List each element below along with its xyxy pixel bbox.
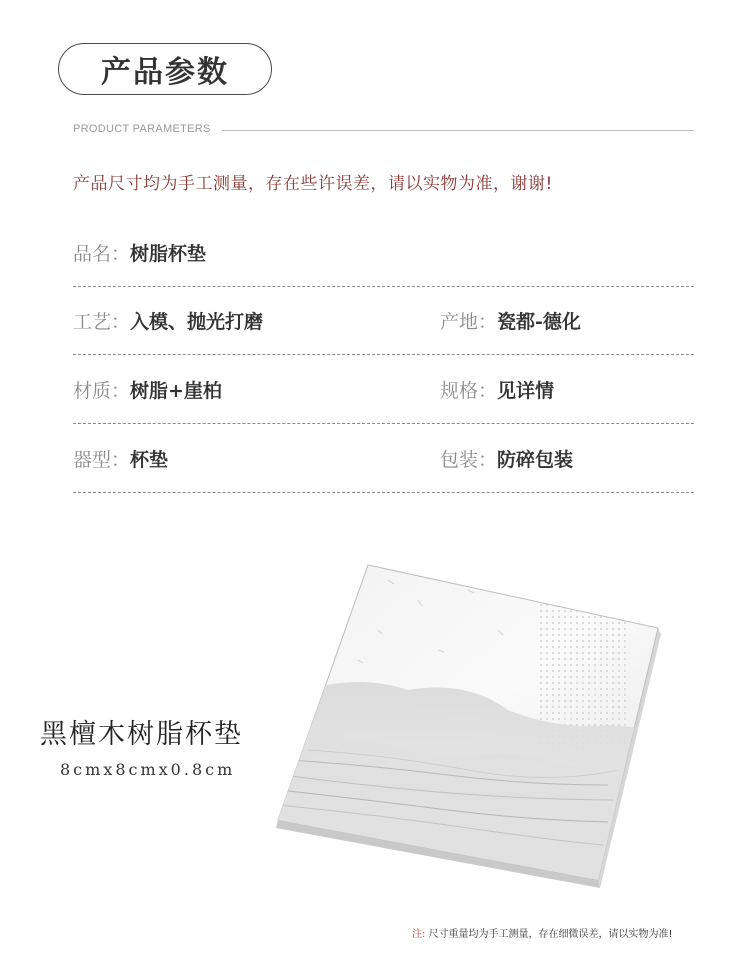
param-value: 入模、抛光打磨 [130,311,264,333]
param-value: 树脂杯垫 [130,243,207,265]
param-row-3 [73,362,694,424]
coaster-image [268,560,668,890]
footnote [412,925,673,940]
param-spec [440,376,554,403]
param-row-1 [73,225,694,287]
param-label: 品名： [73,243,131,265]
page-title: 产品参数 [58,43,272,95]
param-label: 工艺： [73,311,131,333]
param-value: 瓷都-德化 [497,311,581,333]
param-label: 材质： [73,380,131,402]
product-size: 8cmx8cmx0.8cm [60,760,236,779]
param-product-name [73,239,206,266]
param-material [73,376,222,403]
param-value: 树脂+崖柏 [130,380,222,402]
param-row-4 [73,431,694,493]
param-row-2 [73,293,694,355]
param-label: 器型： [73,449,131,471]
param-label: 包装： [440,449,498,471]
product-name: 黑檀木树脂杯垫 [40,719,243,750]
param-value: 见详情 [497,380,555,402]
param-label: 规格： [440,380,498,402]
param-value: 防碎包装 [497,449,574,471]
param-craft [73,307,263,334]
param-value: 杯垫 [130,449,169,471]
param-label: 产地： [440,311,498,333]
section-subtitle: PRODUCT PARAMETERS [73,123,211,135]
measurement-notice: 产品尺寸均为手工测量，存在些许误差，请以实物为准，谢谢! [73,174,553,194]
footnote-prefix: 注: [412,929,426,940]
divider-line [222,130,694,131]
param-origin [440,307,581,334]
param-packaging [440,445,573,472]
param-shape [73,445,168,472]
footnote-text: 尺寸重量均为手工测量，存在细微误差，请以实物为准! [428,929,673,940]
